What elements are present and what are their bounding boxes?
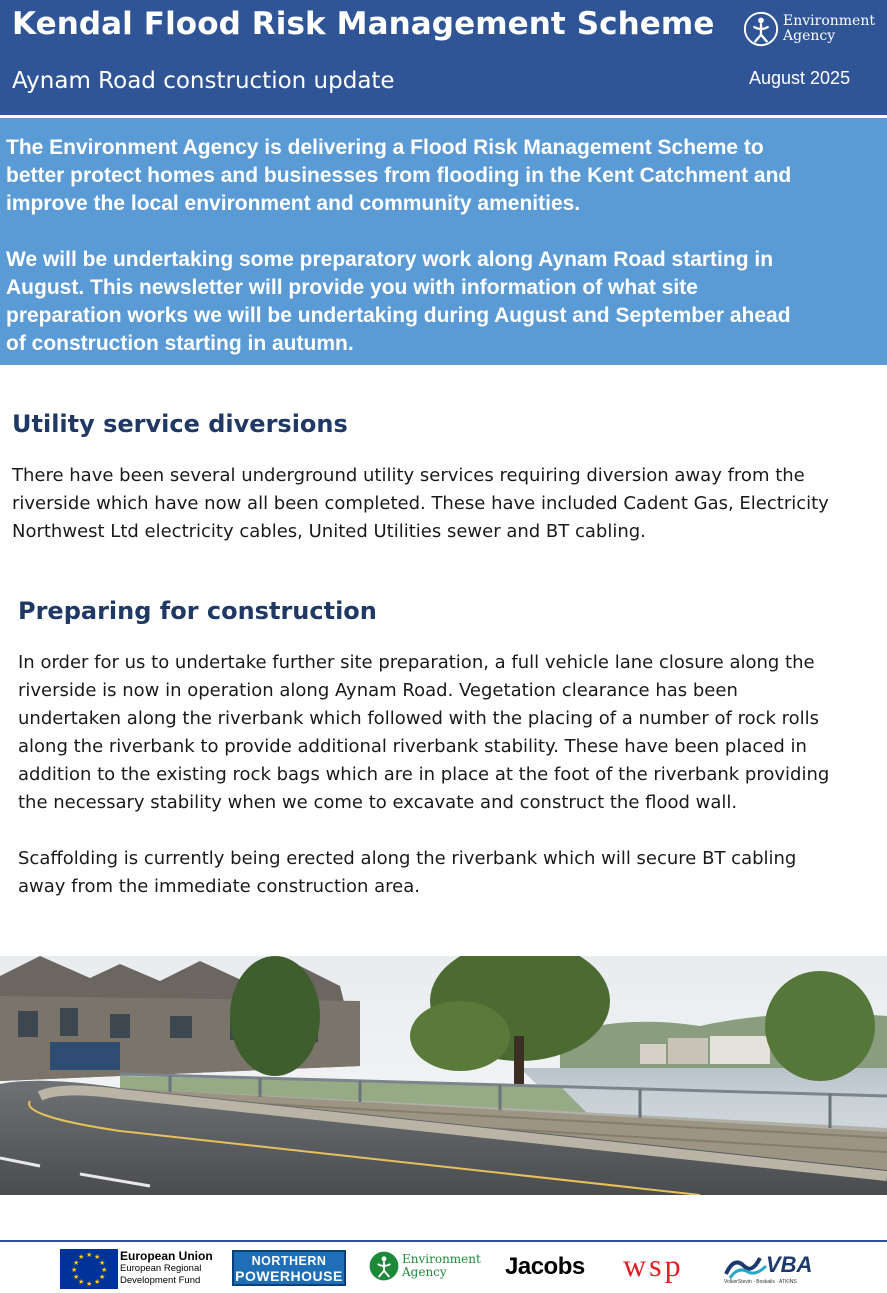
vba-partners: VolkerStevin · Boskalis · ATKINS <box>724 1279 797 1285</box>
ea2-line1: Environment <box>402 1252 481 1266</box>
eu-flag-icon: ★ ★ ★ ★ ★ ★ ★ ★ ★ ★ ★ ★ <box>60 1249 118 1289</box>
vba-logo <box>724 1250 830 1288</box>
intro-paragraph-1: The Environment Agency is delivering a Flood Risk Management Scheme to better protect homes and businesses from flooding in the Kent Catchment and improve the local environment and community amenities. <box>6 136 792 215</box>
section-body-preparing: In order for us to undertake further site preparation, a full vehicle lane closure along the riverside is now in operation along Aynam Road. Vegetation clearance has been undertaken along the riverbank which followed with the placing of a number of rock rolls along the riverbank to provide additional riverbank stability. These have been placed in addition to the existing rock bags which are in place at the foot of the riverbank providing the necessary stability when we come to excavate and construct the flood wall. <box>18 652 830 813</box>
section-heading-preparing: Preparing for construction <box>18 597 377 625</box>
jacobs-logo: Jacobs <box>505 1253 585 1280</box>
environment-agency-icon <box>742 10 780 48</box>
footer-divider <box>0 1240 887 1242</box>
environment-agency-footer-logo <box>368 1250 481 1282</box>
aynam-road-photo <box>0 956 887 1195</box>
ea-logo-line1: Environment <box>783 13 875 29</box>
page-subtitle: Aynam Road construction update <box>12 68 395 94</box>
environment-agency-green-icon <box>368 1250 400 1282</box>
issue-date: August 2025 <box>749 68 851 88</box>
intro-paragraph-2: We will be undertaking some preparatory work along Aynam Road starting in August. This newsletter will provide you with information of what site preparation works we will be undertaking during August and September ahead of construction starting in autumn. <box>6 248 791 355</box>
vba-wave-icon <box>724 1250 768 1280</box>
ea2-line2: Agency <box>402 1265 447 1279</box>
ea-logo-line2: Agency <box>783 28 836 44</box>
section-heading-utility: Utility service diversions <box>12 410 348 438</box>
eu-line1: European Union <box>120 1249 213 1263</box>
eu-line3: Development Fund <box>120 1274 201 1286</box>
northern-powerhouse-logo <box>232 1250 346 1286</box>
section-body-utility: There have been several underground utility services requiring diversion away from the riverside which have now all been completed. These have included Cadent Gas, Electricity Northwest Ltd electricity cables, United Utilities sewer and BT cabling. <box>12 465 829 542</box>
riverside-photo-icon <box>0 956 887 1195</box>
vba-name: VBA <box>766 1252 813 1277</box>
np-line2: POWERHOUSE <box>235 1268 343 1284</box>
eu-line2: European Regional <box>120 1263 202 1274</box>
np-line1: NORTHERN <box>251 1254 327 1268</box>
intro-panel <box>0 118 887 365</box>
eu-logo <box>60 1249 213 1289</box>
environment-agency-logo <box>742 10 875 48</box>
header-banner <box>0 0 887 115</box>
page-title: Kendal Flood Risk Management Scheme <box>12 6 715 42</box>
wsp-logo: wsp <box>623 1247 684 1283</box>
section-body-scaffolding: Scaffolding is currently being erected along the riverbank which will secure BT cabling away from the immediate construction area. <box>18 848 797 897</box>
